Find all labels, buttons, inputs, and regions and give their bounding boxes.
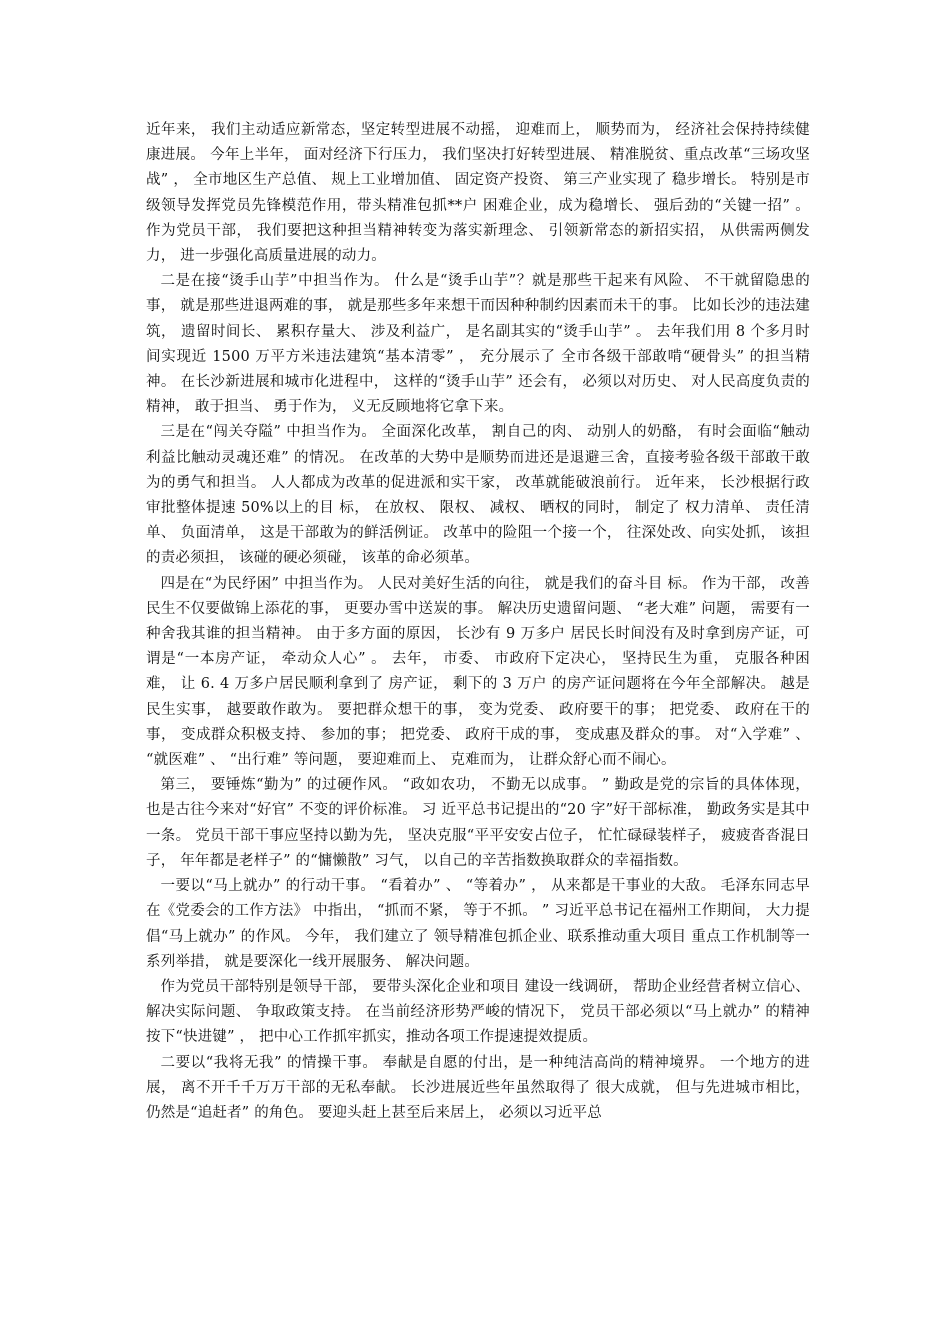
paragraph: 四是在“为民纾困” 中担当作为。 人民对美好生活的向往， 就是我们的奋斗目 标。 作为干部， 改善民生不仅要做锦上添花的事， 更要办雪中送炭的事。 解决历史遗留问题、 “老大难” 问题， 需要有一种舍我其谁的担当精神。 由于多方面的原因， 长沙有 9 万多户 居民长时间没有及时拿到房产证，可谓是“一本房产证， 牵动众人心” 。 去年， 市委、 市政府下定决心， 坚持民生为重， 克服各种困难， 让 6. 4 万多户居民顺利拿到了 房产证， 剩下的 3 万户 的房产证问题将在今年全部解决。 越是民生实事， 越要敢作敢为。 要把群众想干的事， 变为党委、 政府要干的事； 把党委、 政府在干的事， 变成群众积极支持、 参加的事； 把党委、 政府干成的事， 变成惠及群众的事。 对“入学难” 、 “就医难” 、 “出行难” 等问题， 要迎难而上、 克难而为， 让群众舒心而不闹心。: [146, 575, 810, 769]
paragraph: 二是在接“烫手山芋”中担当作为。 什么是“烫手山芋”？就是那些干起来有风险、 不干就留隐患的事， 就是那些进退两难的事， 就是那些多年来想干而因种种制约因素而未干的事。 比如长沙的违法建筑， 遗留时间长、 累积存量大、 涉及利益广， 是名副其实的“烫手山芋” 。 去年我们用 8 个多月时间实现近 1500 万平方米违法建筑“基本清零” ， 充分展示了 全市各级干部敢啃“硬骨头” 的担当精神。 在长沙新进展和城市化进程中， 这样的“烫手山芋” 还会有， 必须以对历史、 对人民高度负责的精神， 敢于担当、 勇于作为， 义无反顾地将它拿下来。: [146, 273, 810, 416]
paragraph: 作为党员干部特别是领导干部， 要带头深化企业和项目 建设一线调研， 帮助企业经营者树立信心、 解决实际问题、 争取政策支持。 在当前经济形势严峻的情况下， 党员干部必须以“马上就办” 的精神按下“快进键” ， 把中心工作抓牢抓实，推动各项工作提速提效提质。: [146, 978, 810, 1046]
paragraph: 一要以“马上就办” 的行动干事。 “看着办” 、 “等着办” ， 从来都是干事业的大敌。 毛泽东同志早在《党委会的工作方法》 中指出， “抓而不紧， 等于不抓。 ” 习近平总书记在福州工作期间， 大力提倡“马上就办” 的作风。 今年， 我们建立了 领导精准包抓企业、联系推动重大项目 重点工作机制等一系列举措， 就是要深化一线开展服务、 解决问题。: [146, 878, 810, 970]
paragraph: 二要以“我将无我” 的情操干事。 奉献是自愿的付出，是一种纯洁高尚的精神境界。 一个地方的进展， 离不开千千万万干部的无私奉献。 长沙进展近些年虽然取得了 很大成就， 但与先进城市相比， 仍然是“追赶者” 的角色。 要迎头赶上甚至后来居上， 必须以习近平总: [146, 1054, 810, 1121]
document-body: [146, 118, 810, 1126]
paragraph: 三是在“闯关夺隘” 中担当作为。 全面深化改革， 割自己的肉、 动别人的奶酪， 有时会面临“触动利益比触动灵魂还难” 的情况。 在改革的大势中是顺势而进还是退避三舍，直接考验各级干部敢干敢为的勇气和担当。 人人都成为改革的促进派和实干家， 改革就能破浪前行。 近年来， 长沙根据行政审批整体提速 50%以上的目 标， 在放权、 限权、 减权、 晒权的同时， 制定了 权力清单、 责任清单、 负面清单， 这是干部敢为的鲜活例证。 改革中的险阻一个接一个， 往深处改、向实处抓， 该担的责必须担， 该碰的硬必须碰， 该革的命必须革。: [146, 424, 810, 567]
paragraph: 近年来， 我们主动适应新常态，坚定转型进展不动摇， 迎难而上， 顺势而为， 经济社会保持持续健康进展。 今年上半年， 面对经济下行压力， 我们坚决打好转型进展、 精准脱贫、重点改革“三场攻坚战” ， 全市地区生产总值、 规上工业增加值、 固定资产投资、 第三产业实现了 稳步增长。 特别是市级领导发挥党员先锋模范作用，带头精准包抓**户 困难企业，成为稳增长、 强后劲的“关键一招” 。 作为党员干部， 我们要把这种担当精神转变为落实新理念、 引领新常态的新招实招， 从供需两侧发力， 进一步强化高质量进展的动力。: [146, 122, 810, 265]
paragraph: 第三， 要锤炼“勤为” 的过硬作风。 “政如农功， 不勤无以成事。 ” 勤政是党的宗旨的具体体现， 也是古往今来对“好官” 不变的评价标准。 习 近平总书记提出的“20 字”好干部标准， 勤政务实是其中一条。 党员干部干事应坚持以勤为先， 坚决克服“平平安安占位子， 忙忙碌碌装样子， 疲疲沓沓混日子， 年年都是老样子” 的“慵懒散” 习气， 以自己的辛苦指数换取群众的幸福指数。: [146, 777, 810, 869]
